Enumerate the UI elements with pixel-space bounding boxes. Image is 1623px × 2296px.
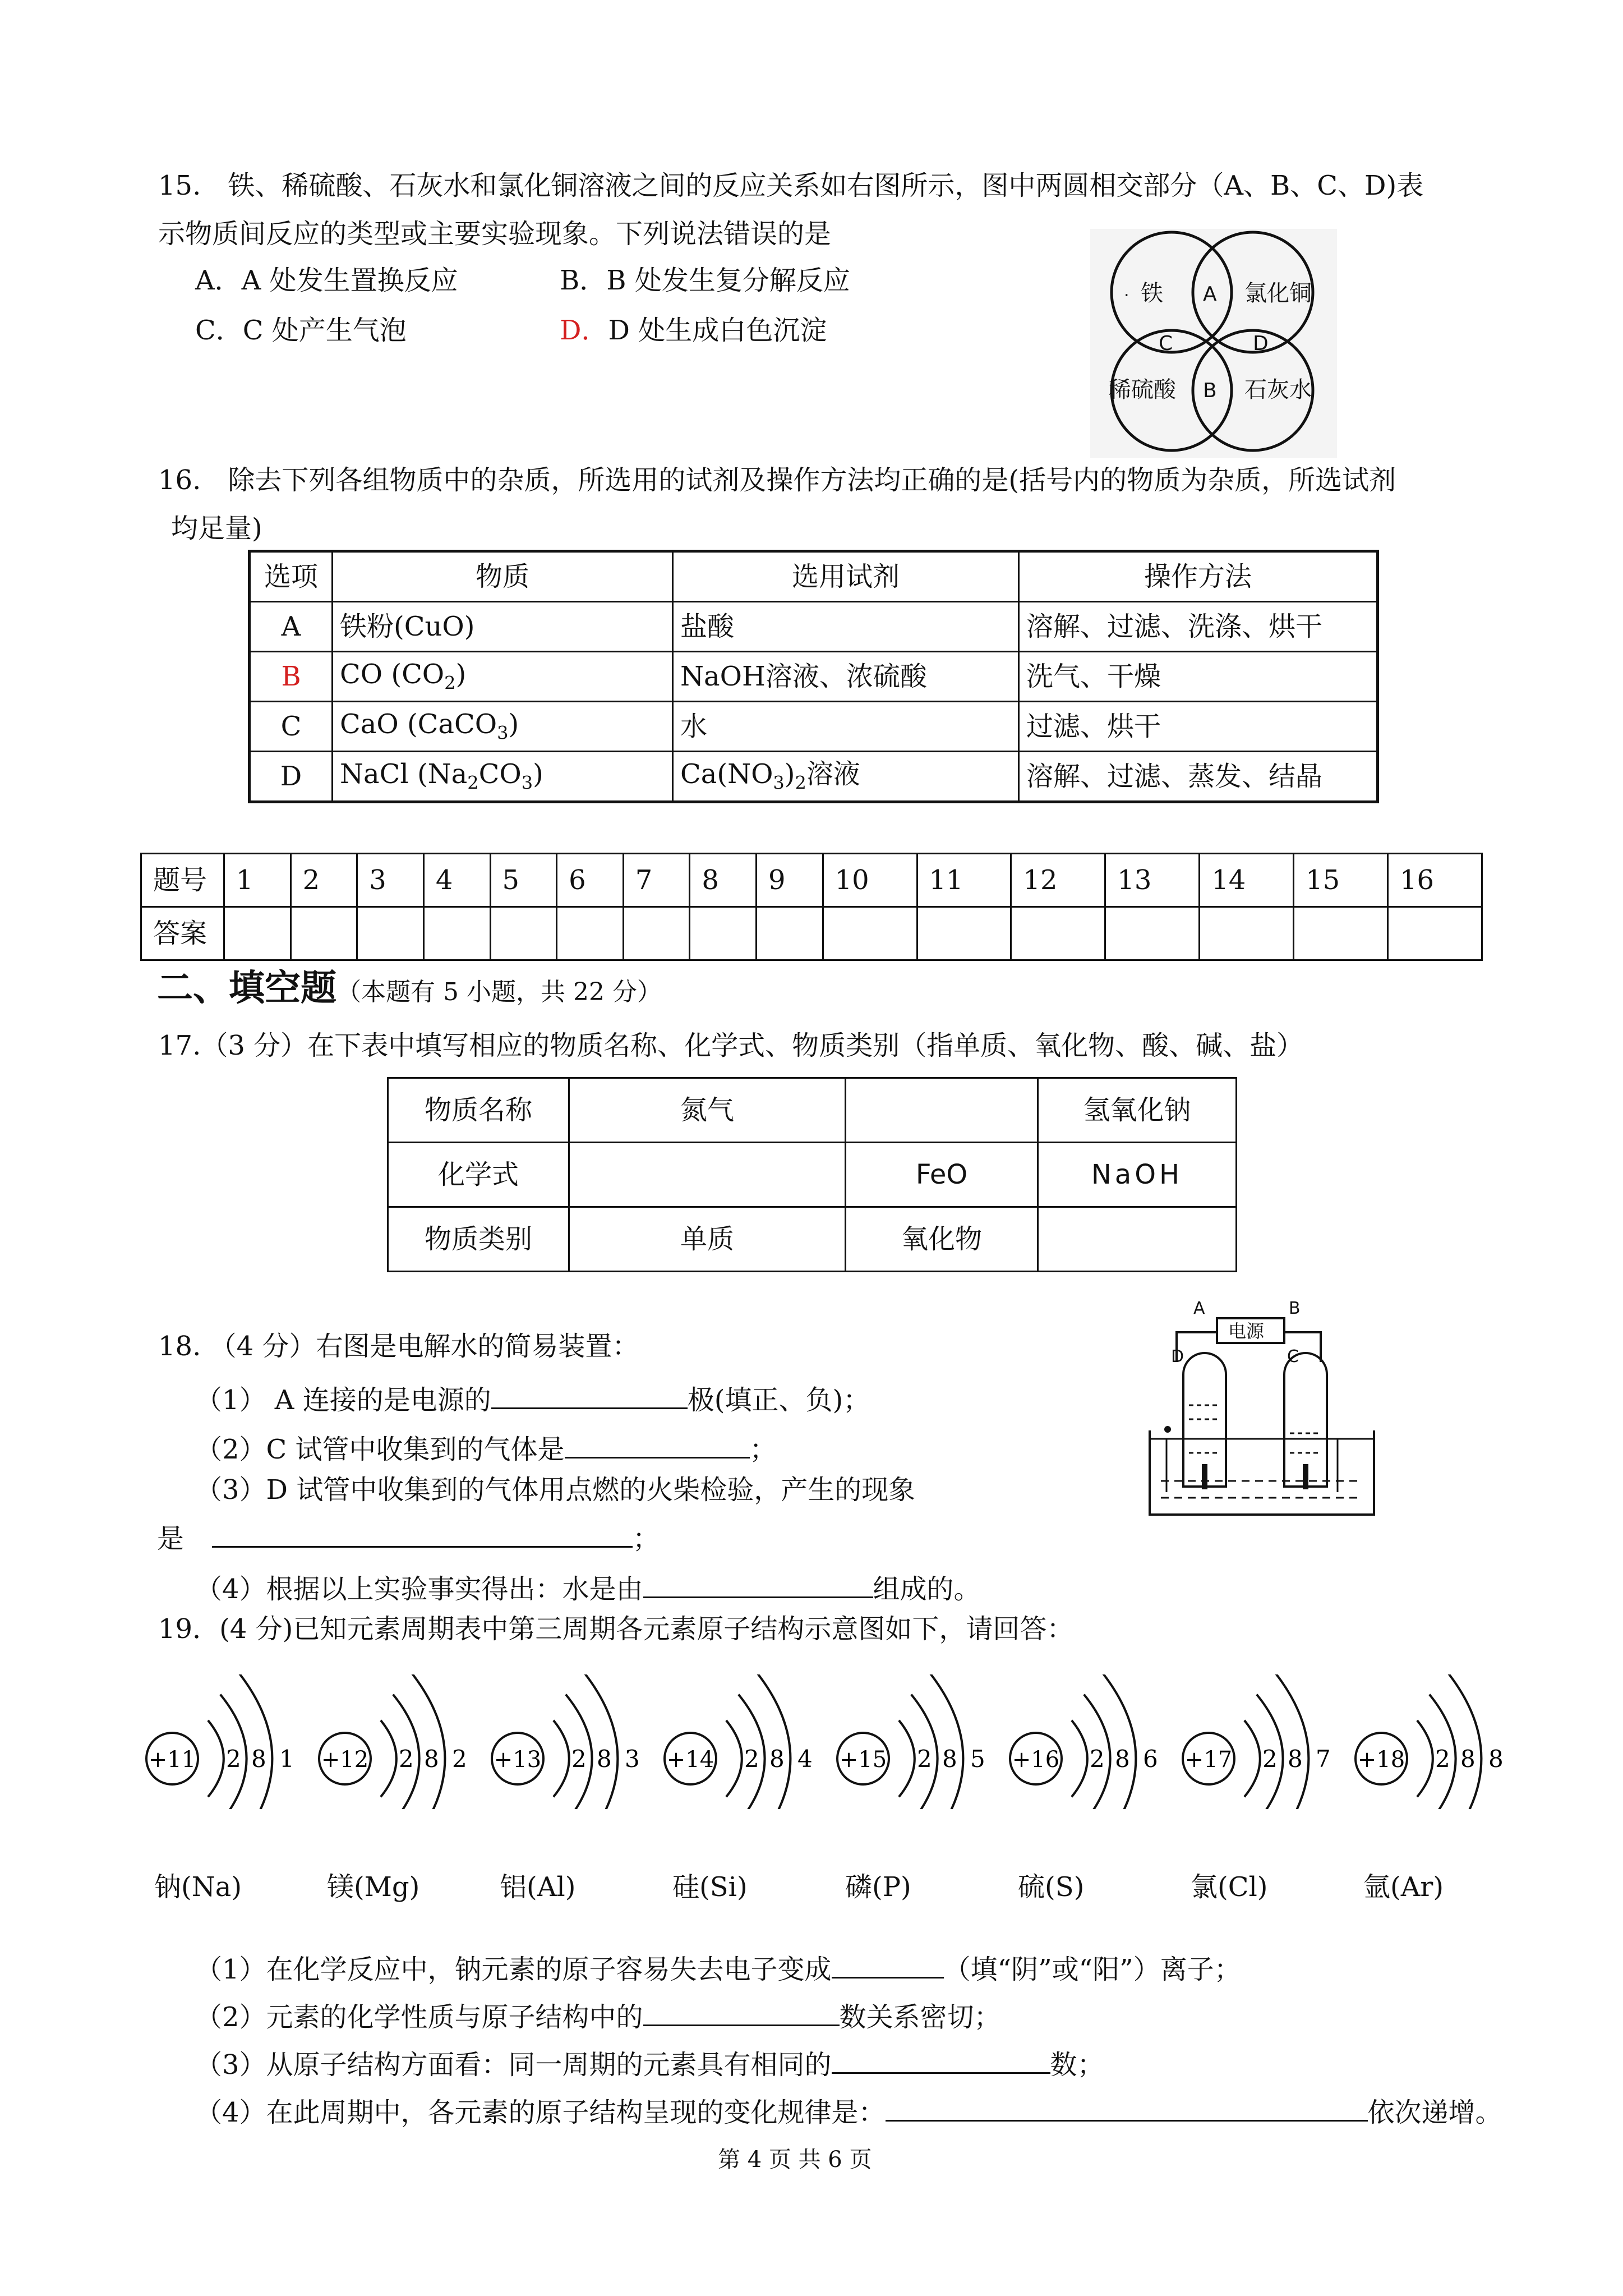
answer-number-cell: 3 — [357, 854, 424, 907]
apparatus-power: 电源 — [1228, 1320, 1265, 1342]
table-row — [388, 1207, 1237, 1272]
answer-input-cell[interactable] — [1105, 907, 1200, 960]
blank-line[interactable] — [886, 2095, 1368, 2122]
nucleus-charge: +18 — [1357, 1747, 1405, 1773]
reagent-cell: $Ca(NO_3)_2$溶液 — [673, 752, 1019, 802]
header-cell: 物质 — [333, 551, 673, 602]
answer-number-cell: 7 — [623, 854, 690, 907]
element-name: 钠(Na) — [154, 1871, 242, 1903]
q17-cell: 物质名称 — [388, 1078, 569, 1143]
reagent-cell: 盐酸 — [673, 602, 1019, 652]
q17-cell: NaOH — [1038, 1143, 1237, 1207]
apparatus-label-a: A — [1193, 1301, 1205, 1318]
answer-number-cell: 12 — [1011, 854, 1105, 907]
table-row — [388, 1078, 1237, 1143]
electron-count: 3 — [625, 1745, 640, 1773]
answer-number-cell: 14 — [1200, 854, 1294, 907]
atom-diagram — [143, 1674, 311, 1809]
q18-part2: （2）C 试管中收集到的气体是 ； — [195, 1432, 777, 1463]
q18-part4: （4）根据以上实验事实得出：水是由 组成的。 — [195, 1572, 981, 1603]
q17-cell: 氢氧化钠 — [1038, 1078, 1237, 1143]
q16-line2: 均足量) — [171, 513, 262, 544]
q17-cell-blank[interactable] — [1038, 1207, 1237, 1272]
answer-number-cell: 11 — [917, 854, 1011, 907]
electron-count: 2 — [1090, 1745, 1105, 1773]
q17-cell: 物质类别 — [388, 1207, 569, 1272]
electron-count: 5 — [970, 1745, 985, 1773]
venn-label-d: D — [1253, 332, 1269, 355]
electron-count: 2 — [226, 1745, 241, 1773]
venn-label-iron: 铁 — [1141, 280, 1163, 306]
electron-count: 8 — [769, 1745, 785, 1773]
answer-input-cell[interactable] — [1294, 907, 1388, 960]
q18-part1: （1） A 连接的是电源的 极(填正、负)； — [195, 1383, 870, 1414]
blank-line[interactable] — [565, 1432, 750, 1458]
nucleus-charge: +13 — [494, 1747, 542, 1773]
table-header-row — [250, 551, 1378, 602]
substance-cell: CO $(CO_2)$ — [333, 652, 673, 702]
answer-number-cell: 6 — [557, 854, 624, 907]
section-title: 二、填空题（本题有 5 小题，共 22 分） — [157, 968, 662, 1009]
option-cell: C — [250, 702, 333, 752]
answer-input-cell[interactable] — [423, 907, 490, 960]
venn-diagram — [1090, 229, 1337, 458]
page-footer: 第 4 页 共 6 页 — [718, 2147, 872, 2173]
substance-cell: 铁粉(CuO) — [333, 602, 673, 652]
electron-count: 8 — [1460, 1745, 1476, 1773]
nucleus-charge: +11 — [148, 1747, 196, 1773]
answer-input-cell[interactable] — [224, 907, 291, 960]
q18-part3: （3）D 试管中收集到的气体用点燃的火柴检验，产生的现象 — [195, 1474, 916, 1506]
q15-line1: 15. 铁、稀硫酸、石灰水和氯化铜溶液之间的反应关系如右图所示，图中两圆相交部分（A、B、C、D)表 — [158, 170, 1424, 201]
nucleus-charge: +15 — [839, 1747, 887, 1773]
q17-cell: 氮气 — [569, 1078, 846, 1143]
blank-line[interactable] — [832, 1952, 944, 1978]
q17-cell: 单质 — [569, 1207, 846, 1272]
electron-shell-arc — [726, 1720, 742, 1797]
atom-diagram — [661, 1674, 829, 1809]
answer-number-cell: 16 — [1387, 854, 1482, 907]
venn-label-cucl2: 氯化铜 — [1244, 280, 1312, 306]
q15-option-a[interactable]: A．A 处发生置换反应 — [195, 265, 458, 296]
q17-cell: 化学式 — [388, 1143, 569, 1207]
method-cell: 溶解、过滤、洗涤、烘干 — [1019, 602, 1378, 652]
atom-diagram — [1352, 1674, 1520, 1809]
q19-part3: （3）从原子结构方面看：同一周期的元素具有相同的 数； — [195, 2047, 1104, 2078]
answer-table — [140, 853, 1483, 961]
atom-diagram — [1007, 1674, 1175, 1809]
venn-label-c: C — [1159, 332, 1173, 355]
electron-count: 2 — [571, 1745, 587, 1773]
q18-stem: 18. （4 分）右图是电解水的简易装置： — [158, 1331, 639, 1362]
answer-input-row — [141, 907, 1482, 960]
method-cell: 洗气、干燥 — [1019, 652, 1378, 702]
electron-count: 2 — [399, 1745, 414, 1773]
electron-shell-arc — [208, 1720, 224, 1797]
electron-count: 8 — [1488, 1745, 1504, 1773]
nucleus-charge: +14 — [666, 1747, 714, 1773]
answer-input-cell[interactable] — [823, 907, 917, 960]
electron-count: 8 — [1115, 1745, 1130, 1773]
header-cell: 操作方法 — [1019, 551, 1378, 602]
element-name: 硅(Si) — [672, 1871, 748, 1903]
header-cell: 选用试剂 — [673, 551, 1019, 602]
atom-diagram — [316, 1674, 484, 1809]
element-name: 磷(P) — [845, 1871, 911, 1903]
answer-number-cell: 10 — [823, 854, 917, 907]
blank-line[interactable] — [643, 1572, 873, 1598]
q15-option-c[interactable]: C．C 处产生气泡 — [195, 315, 407, 346]
electron-shell-arc — [554, 1720, 569, 1797]
electron-shell-arc — [1244, 1720, 1260, 1797]
element-name: 硫(S) — [1018, 1871, 1085, 1903]
q19-part2: （2）元素的化学性质与原子结构中的 数关系密切； — [195, 2000, 1001, 2031]
answer-row-label: 答案 — [141, 907, 224, 960]
q18-part3-cont: 是 ； — [157, 1521, 660, 1552]
answer-input-cell[interactable] — [490, 907, 557, 960]
reagent-cell: 水 — [673, 702, 1019, 752]
electron-count: 8 — [942, 1745, 957, 1773]
q19-part1: （1）在化学反应中，钠元素的原子容易失去电子变成 （填“阴”或“阳”）离子； — [195, 1952, 1241, 1983]
table-row — [250, 602, 1378, 652]
answer-input-cell[interactable] — [1387, 907, 1482, 960]
table-row — [250, 702, 1378, 752]
option-cell: B — [250, 652, 333, 702]
q16-table — [248, 550, 1379, 803]
electron-shell-arc — [1417, 1720, 1433, 1797]
q17-cell: FeO — [846, 1143, 1038, 1207]
venn-dot: . — [1124, 281, 1129, 301]
electron-count: 8 — [251, 1745, 266, 1773]
substance-cell: NaCl $(Na_2CO_3)$ — [333, 752, 673, 802]
q17-cell: 氧化物 — [846, 1207, 1038, 1272]
atom-diagram — [488, 1674, 657, 1809]
electron-shell-arc — [899, 1720, 915, 1797]
venn-label-limewater: 石灰水 — [1244, 377, 1312, 403]
electron-count: 6 — [1143, 1745, 1158, 1773]
q15-line2: 示物质间反应的类型或主要实验现象。下列说法错误的是 — [158, 218, 832, 250]
electron-count: 7 — [1316, 1745, 1331, 1773]
electron-shell-arc — [1072, 1720, 1087, 1797]
element-name: 铝(Al) — [500, 1871, 576, 1903]
q16-line1: 16. 除去下列各组物质中的杂质，所选用的试剂及操作方法均正确的是(括号内的物质为杂质，所选试剂 — [158, 464, 1396, 496]
venn-label-b: B — [1203, 379, 1217, 402]
blank-line[interactable] — [832, 2047, 1050, 2074]
electron-count: 1 — [279, 1745, 294, 1773]
answer-input-cell[interactable] — [690, 907, 757, 960]
q15-option-d[interactable]: D．D 处生成白色沉淀 — [560, 315, 827, 346]
venn-label-h2so4: 稀硫酸 — [1109, 377, 1176, 403]
electron-count: 8 — [424, 1745, 439, 1773]
answer-number-cell: 15 — [1294, 854, 1388, 907]
answer-row-label: 题号 — [141, 854, 224, 907]
answer-input-cell[interactable] — [557, 907, 624, 960]
element-name: 氩(Ar) — [1363, 1871, 1444, 1903]
electron-count: 2 — [1262, 1745, 1278, 1773]
electron-count: 2 — [452, 1745, 467, 1773]
q17-cell-blank[interactable] — [846, 1078, 1038, 1143]
element-name: 氯(Cl) — [1191, 1871, 1268, 1903]
answer-input-cell[interactable] — [1011, 907, 1105, 960]
substance-cell: CaO (CaCO$_3$) — [333, 702, 673, 752]
answer-input-cell[interactable] — [917, 907, 1011, 960]
blank-line[interactable] — [643, 2000, 840, 2026]
nucleus-charge: +17 — [1184, 1747, 1233, 1773]
table-row — [250, 752, 1378, 802]
apparatus-label-b: B — [1289, 1301, 1301, 1318]
method-cell: 过滤、烘干 — [1019, 702, 1378, 752]
option-cell: D — [250, 752, 333, 802]
answer-number-cell: 2 — [291, 854, 357, 907]
electron-count: 8 — [1288, 1745, 1303, 1773]
option-cell: A — [250, 602, 333, 652]
blank-line[interactable] — [491, 1383, 688, 1409]
electrolysis-apparatus — [1144, 1301, 1380, 1526]
answer-number-cell: 9 — [757, 854, 823, 907]
answer-input-cell[interactable] — [757, 907, 823, 960]
header-cell: 选项 — [250, 551, 333, 602]
answer-input-cell[interactable] — [357, 907, 424, 960]
electron-count: 2 — [917, 1745, 932, 1773]
table-row — [388, 1143, 1237, 1207]
nucleus-charge: +12 — [321, 1747, 369, 1773]
q15-option-b[interactable]: B．B 处发生复分解反应 — [560, 265, 850, 296]
answer-input-cell[interactable] — [291, 907, 357, 960]
answer-number-cell: 8 — [690, 854, 757, 907]
answer-number-cell: 13 — [1105, 854, 1200, 907]
blank-line[interactable] — [212, 1521, 633, 1548]
electron-count: 8 — [597, 1745, 612, 1773]
electron-count: 4 — [797, 1745, 813, 1773]
q19-stem: 19．(4 分)已知元素周期表中第三周期各元素原子结构示意图如下，请回答： — [158, 1613, 1074, 1645]
answer-input-cell[interactable] — [1200, 907, 1294, 960]
answer-input-cell[interactable] — [623, 907, 690, 960]
apparatus-label-d: D — [1171, 1347, 1184, 1366]
atom-diagram — [1179, 1674, 1348, 1809]
reagent-cell: NaOH溶液、浓硫酸 — [673, 652, 1019, 702]
q17-cell-blank[interactable] — [569, 1143, 846, 1207]
element-name: 镁(Mg) — [327, 1871, 420, 1903]
apparatus-label-c: C — [1287, 1347, 1299, 1366]
nucleus-charge: +16 — [1012, 1747, 1060, 1773]
answer-number-cell: 1 — [224, 854, 291, 907]
table-row — [250, 652, 1378, 702]
electron-count: 2 — [744, 1745, 759, 1773]
answer-number-cell: 5 — [490, 854, 557, 907]
q17-table — [387, 1077, 1237, 1272]
method-cell: 溶解、过滤、蒸发、结晶 — [1019, 752, 1378, 802]
answer-number-cell: 4 — [423, 854, 490, 907]
electron-shell-arc — [381, 1720, 396, 1797]
answer-number-row — [141, 854, 1482, 907]
q17-stem: 17.（3 分）在下表中填写相应的物质名称、化学式、物质类别（指单质、氧化物、酸、碱、盐） — [158, 1030, 1304, 1061]
q19-part4: （4）在此周期中，各元素的原子结构呈现的变化规律是： 依次递增。 — [195, 2095, 1502, 2126]
atom-diagram — [834, 1674, 1002, 1809]
venn-label-a: A — [1203, 283, 1217, 306]
electron-count: 2 — [1435, 1745, 1450, 1773]
